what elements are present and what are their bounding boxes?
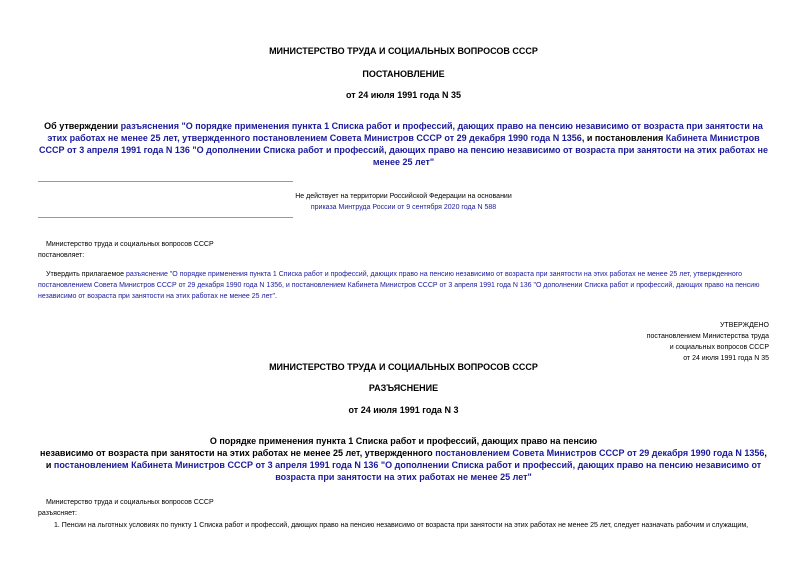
- body-intro-line2: постановляет:: [38, 252, 85, 259]
- divider-bottom: [38, 217, 293, 218]
- document-date: от 24 июля 1991 года N 35: [346, 90, 461, 100]
- document-title-2: [38, 435, 769, 483]
- body2-paragraph-1: 1. Пенсии на льготных условиях по пункту 1 Списка работ и профессий, дающих право на пенсию независимо от возраста при занятости на этих работах не менее 25 лет, следует назначать рабочим и служащим,: [54, 522, 749, 529]
- title2-line1: О порядке применения пункта 1 Списка работ и профессий, дающих право на пенсию: [209, 436, 598, 446]
- status-note-link[interactable]: приказа Минтруда России от 9 сентября 2020 года N 588: [310, 204, 497, 211]
- document-type-2: РАЗЪЯСНЕНИЕ: [368, 383, 439, 393]
- title2-rest: [38, 447, 769, 483]
- document-date-2: от 24 июля 1991 года N 3: [348, 405, 459, 415]
- paragraph-link[interactable]: разъяснение "О порядке применения пункта 1 Списка работ и профессий, дающих право на пенсию независимо от возраста при занятости на этих работах не менее 25 лет, утвержденного постановлением Совета Министров СССР от 29 декабря 1990 года N 1356, и постановлением Кабинета Министров СССР от 3 апреля 1991 года N 136 "О дополнении Списка работ и профессий, дающих право на пенсию независимо от возраста при занятости на этих работах не менее 25 лет": [38, 271, 760, 300]
- approved-line1: УТВЕРЖДЕНО: [719, 322, 769, 329]
- paragraph-suffix: .: [274, 293, 277, 300]
- approved-line4: от 24 июля 1991 года N 35: [683, 355, 769, 362]
- approved-line2: постановлением Министерства труда: [646, 333, 769, 340]
- title2-link-cabinet[interactable]: постановлением Кабинета Министров СССР от 3 апреля 1991 года N 136 "О дополнении Списка работ и профессий, дающих право на пенсию независимо от возраста при занятости на этих работах не менее 25 лет": [53, 460, 762, 482]
- title2-link-council[interactable]: постановлением Совета Министров СССР от 29 декабря 1990 года N 1356: [435, 448, 765, 458]
- title2-prefix: независимо от возраста при занятости на этих работах не менее 25 лет, утвержденного: [40, 448, 436, 458]
- approved-line3: и социальных вопросов СССР: [669, 344, 769, 351]
- title-link-explanation[interactable]: разъяснения "О порядке применения пункта 1 Списка работ и профессий, дающих право на пенсию независимо от возраста при занятости на этих работах не менее 25 лет, утвержденного постановлением Совета Министров СССР от 29 декабря 1990 года N 1356: [47, 121, 763, 143]
- document-title: [38, 120, 769, 168]
- title-mid: , и постановления: [581, 133, 666, 143]
- ministry-heading-2: МИНИСТЕРСТВО ТРУДА И СОЦИАЛЬНЫХ ВОПРОСОВ СССР: [269, 362, 538, 372]
- divider-top: [38, 181, 293, 182]
- body-paragraph: [38, 269, 769, 302]
- title2-mid: , и: [45, 448, 767, 470]
- title-prefix: Об утверждении: [44, 121, 121, 131]
- approved-block: [647, 320, 769, 364]
- ministry-heading: МИНИСТЕРСТВО ТРУДА И СОЦИАЛЬНЫХ ВОПРОСОВ СССР: [269, 46, 538, 56]
- body-intro-line1: Министерство труда и социальных вопросов СССР: [46, 241, 214, 248]
- document-type: ПОСТАНОВЛЕНИЕ: [362, 69, 445, 79]
- body2-intro-line2: разъясняет:: [38, 510, 77, 517]
- paragraph-prefix: Утвердить прилагаемое: [46, 271, 127, 278]
- body2-intro-line1: Министерство труда и социальных вопросов СССР: [46, 499, 214, 506]
- status-note: [0, 191, 807, 213]
- status-note-line1: Не действует на территории Российской Федерации на основании: [295, 193, 512, 200]
- title-link-cabinet[interactable]: Кабинета Министров СССР от 3 апреля 1991 года N 136 "О дополнении Списка работ и профессий, дающих право на пенсию независимо от возраста при занятости на этих работах не менее 25 лет": [39, 133, 768, 167]
